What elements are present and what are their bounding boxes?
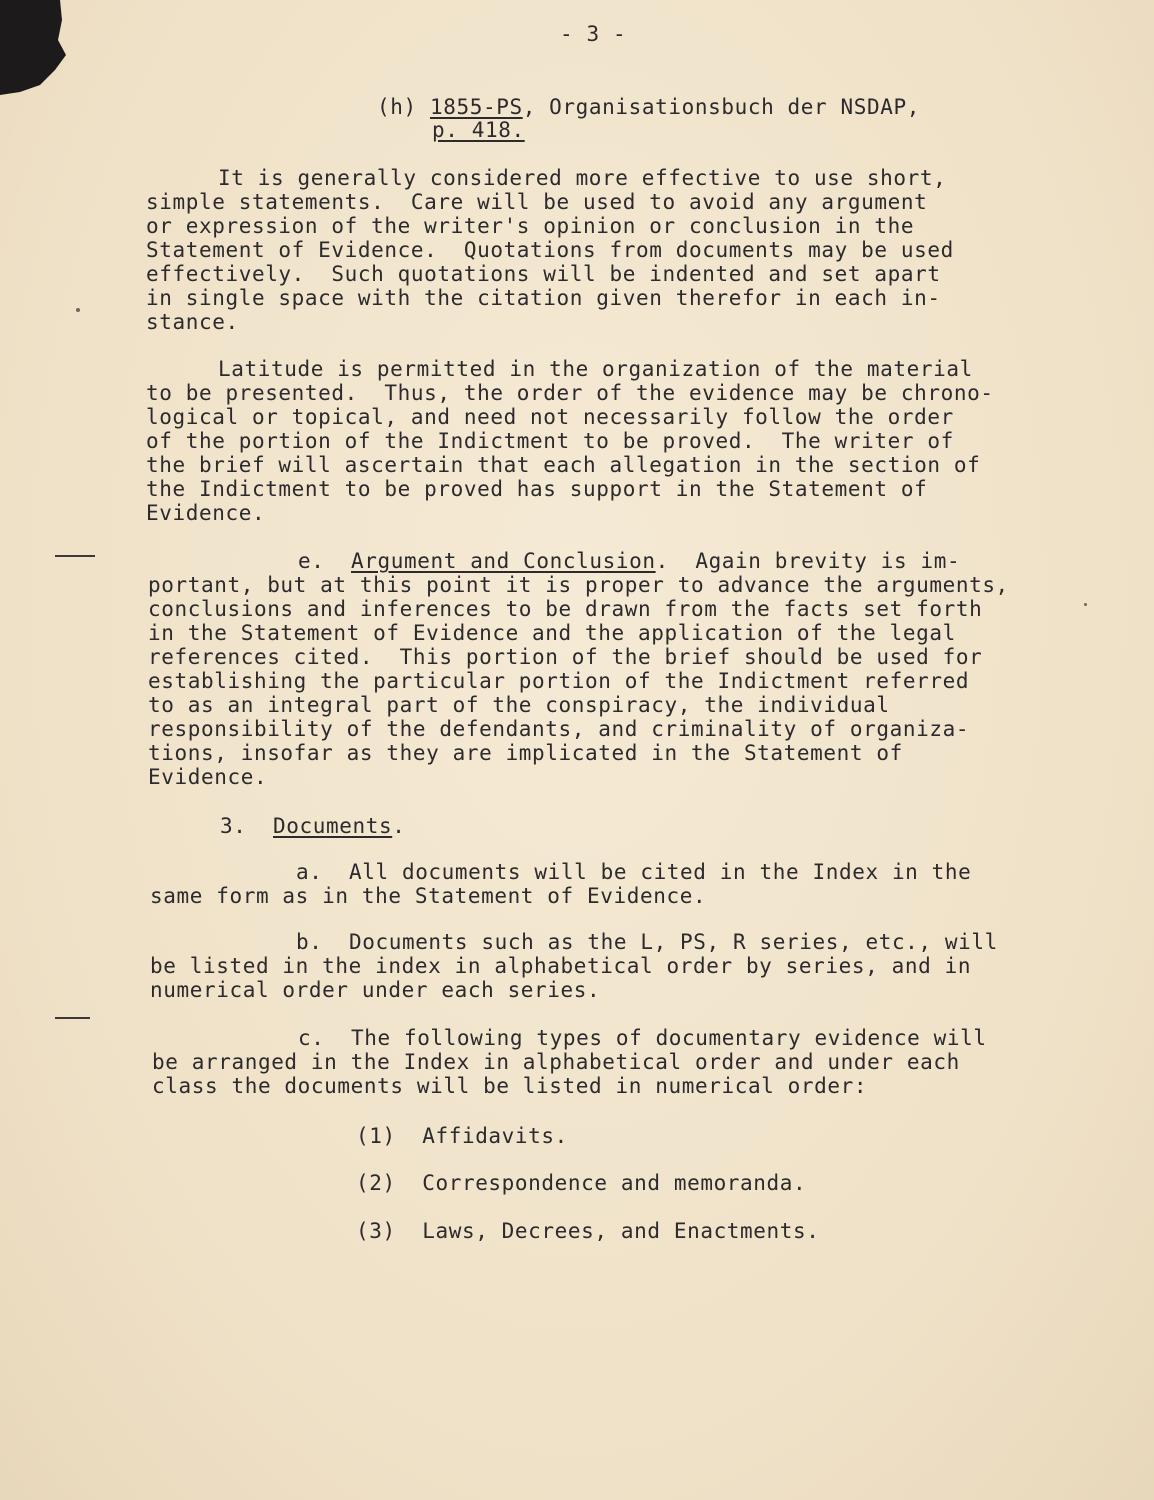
p1-line: effectively. Such quotations will be indented and set apart — [146, 262, 941, 286]
p3-line: Evidence. — [148, 765, 268, 789]
p3-first-rest: . Again brevity is im- — [655, 549, 961, 573]
section-3a-line: a. All documents will be cited in the Index in the — [296, 860, 972, 884]
p1-line: stance. — [146, 310, 239, 334]
page-corner-tear — [0, 0, 70, 100]
citation-label: (h) — [377, 95, 417, 119]
section-3b-line: be listed in the index in alphabetical order by series, and in — [150, 954, 972, 978]
page-number: - 3 - — [560, 22, 627, 46]
citation-rest: , Organisationsbuch der NSDAP, — [522, 95, 920, 119]
p3-line: conclusions and inferences to be drawn from the facts set forth — [148, 597, 983, 621]
section-3b-line: b. Documents such as the L, PS, R series, etc., will — [296, 930, 998, 954]
p1-line: in single space with the citation given therefor in each in- — [146, 286, 941, 310]
p1-line: It is generally considered more effective to use short, — [218, 166, 947, 190]
p2-line: the Indictment to be proved has support in the Statement of — [146, 477, 928, 501]
section-3c-line: c. The following types of documentary evidence will — [298, 1026, 987, 1050]
margin-mark — [55, 555, 95, 557]
p3-line: portant, but at this point it is proper to advance the arguments, — [148, 573, 1009, 597]
p3-line: in the Statement of Evidence and the application of the legal — [148, 621, 956, 645]
p2-line: the brief will ascertain that each allegation in the section of — [146, 453, 981, 477]
citation-line-2: p. 418. — [432, 118, 525, 142]
citation-ref: 1855-PS — [429, 95, 523, 119]
p3-heading: Argument and Conclusion — [351, 549, 656, 573]
paper-speck — [1084, 603, 1087, 606]
margin-mark — [55, 1017, 90, 1019]
p1-line: or expression of the writer's opinion or conclusion in the — [146, 214, 915, 238]
citation-line-1 — [377, 95, 920, 119]
p3-line: references cited. This portion of the brief should be used for — [148, 645, 983, 669]
p1-line: simple statements. Care will be used to avoid any argument — [146, 190, 928, 214]
p3-line: responsibility of the defendants, and criminality of organiza- — [148, 717, 970, 741]
paper-speck — [76, 308, 80, 312]
p2-line: logical or topical, and need not necessarily follow the order — [146, 405, 954, 429]
section-3-heading — [220, 814, 405, 838]
section-3a-line: same form as in the Statement of Evidence. — [150, 884, 707, 908]
p3-first-line — [298, 549, 960, 573]
p3-lead: e. — [298, 549, 325, 573]
p2-line: to be presented. Thus, the order of the evidence may be chrono- — [146, 381, 994, 405]
p3-line: tions, insofar as they are implicated in the Statement of — [148, 741, 903, 765]
p2-line: of the portion of the Indictment to be proved. The writer of — [146, 429, 954, 453]
section-3c-line: class the documents will be listed in numerical order: — [152, 1074, 868, 1098]
list-item: (3) Laws, Decrees, and Enactments. — [356, 1219, 820, 1243]
section-3-title-end: . — [392, 814, 406, 838]
p2-line: Evidence. — [146, 501, 266, 525]
p2-line: Latitude is permitted in the organization of the material — [218, 357, 973, 381]
list-item: (1) Affidavits. — [356, 1124, 568, 1148]
section-3c-line: be arranged in the Index in alphabetical order and under each — [152, 1050, 960, 1074]
p3-line: establishing the particular portion of the Indictment referred — [148, 669, 970, 693]
list-item: (2) Correspondence and memoranda. — [356, 1171, 807, 1195]
p1-line: Statement of Evidence. Quotations from documents may be used — [146, 238, 954, 262]
p3-line: to as an integral part of the conspiracy, the individual — [148, 693, 890, 717]
section-3-number: 3. — [220, 814, 247, 838]
section-3-title: Documents — [273, 814, 393, 838]
section-3b-line: numerical order under each series. — [150, 978, 601, 1002]
